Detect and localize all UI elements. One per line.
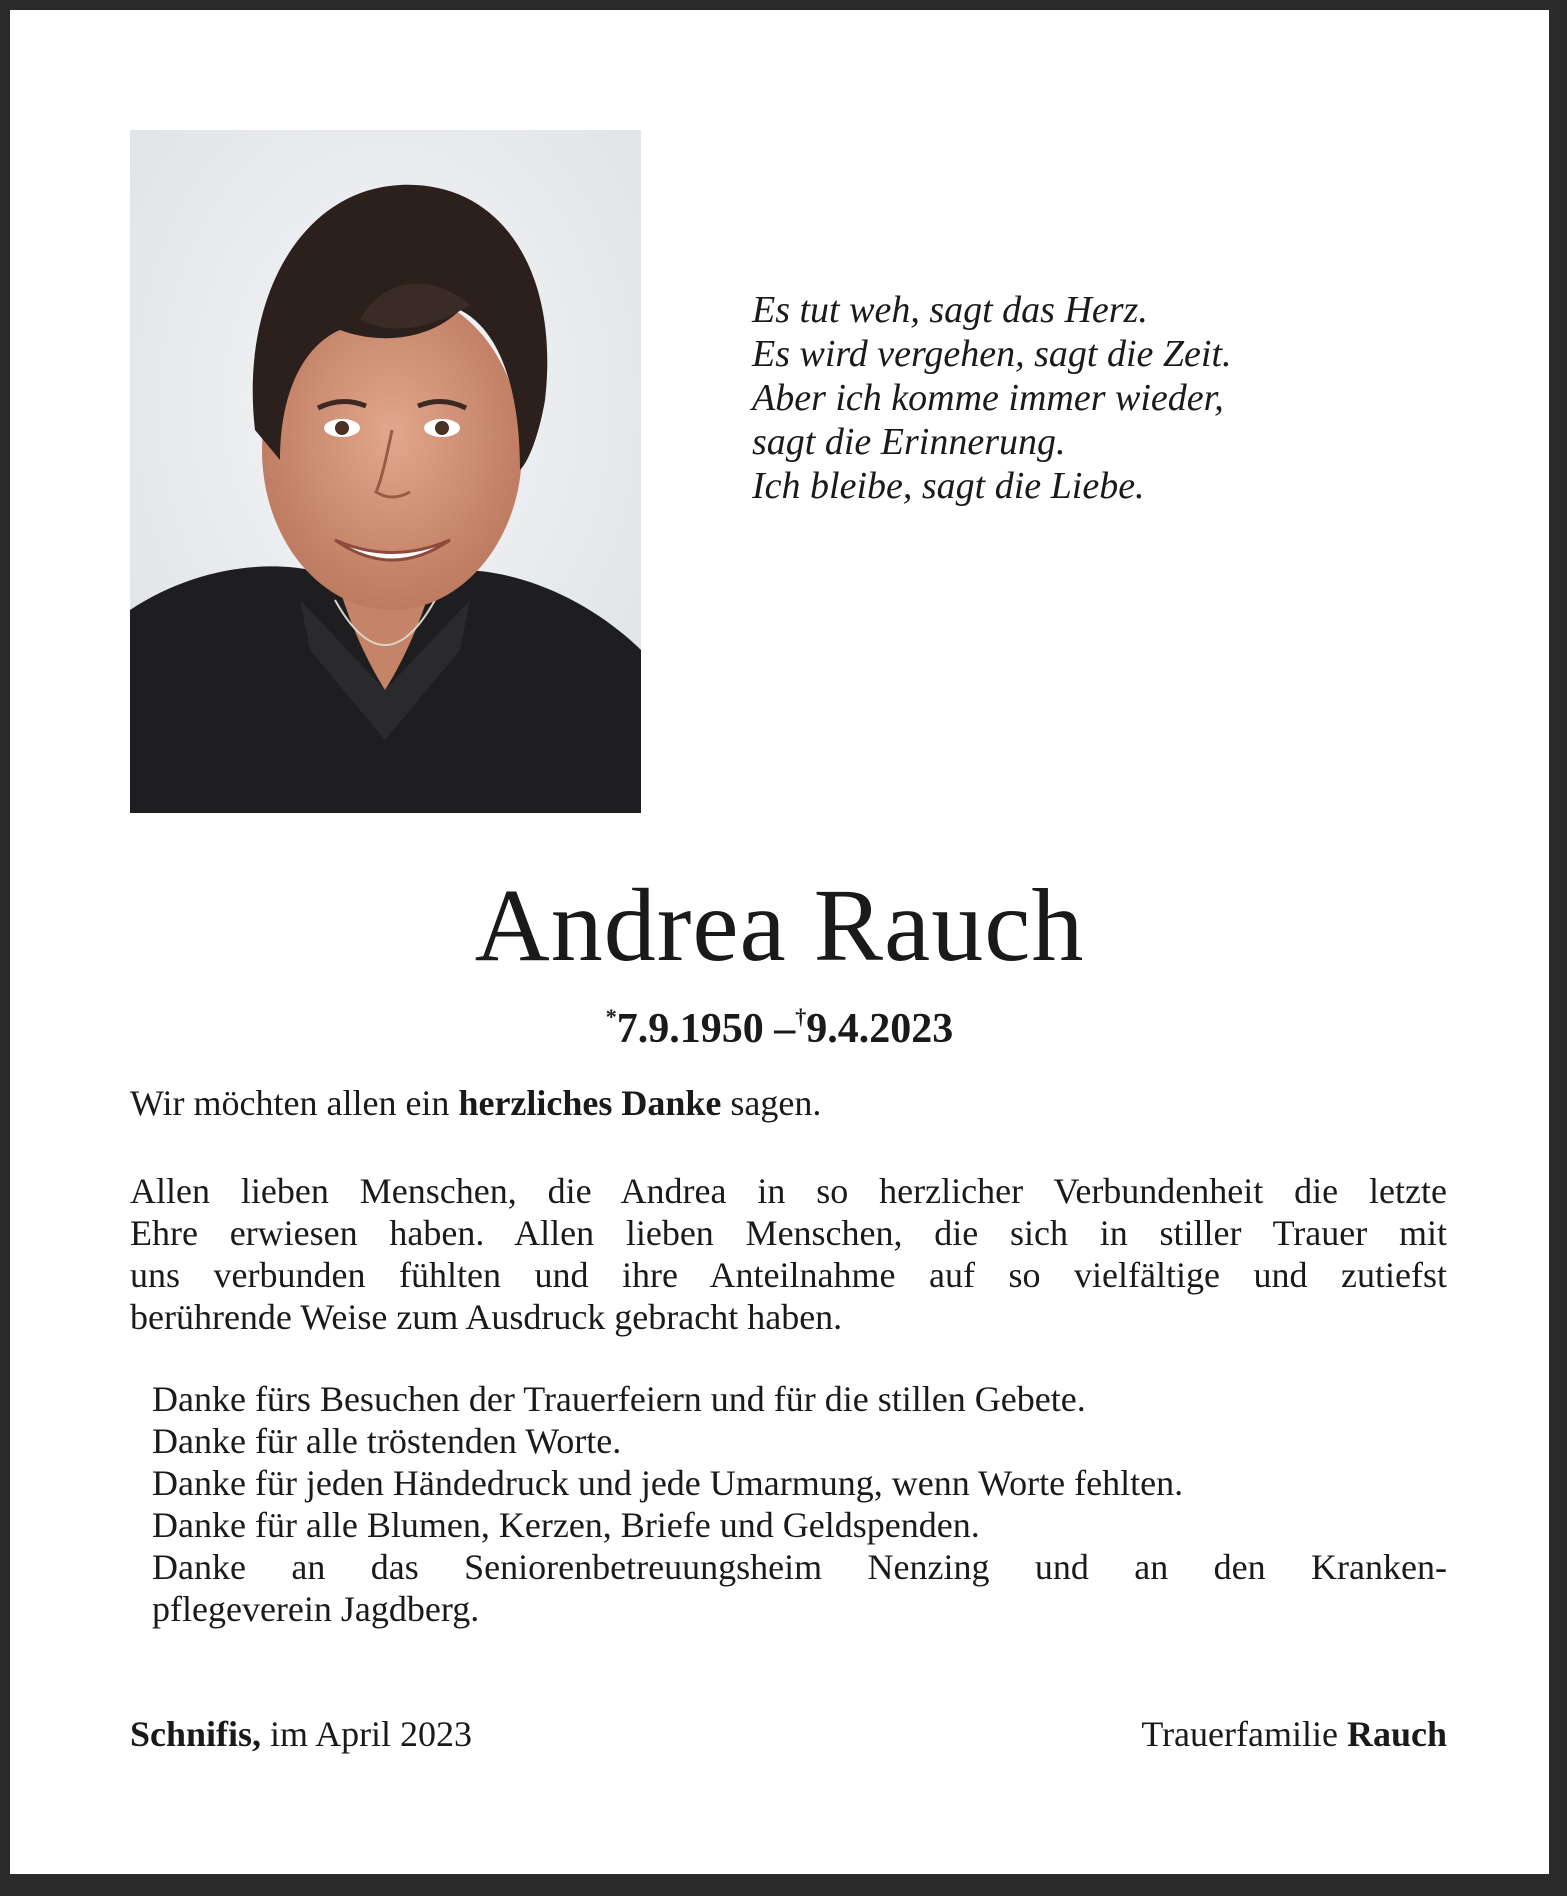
intro-text-after: sagen.	[721, 1083, 822, 1123]
paragraph-line: berührende Weise zum Ausdruck gebracht haben.	[130, 1297, 843, 1337]
place-date	[130, 1713, 472, 1755]
deceased-name: Andrea Rauch	[474, 868, 1085, 983]
date-text: im April 2023	[261, 1714, 473, 1754]
family-prefix: Trauerfamilie	[1141, 1714, 1347, 1754]
paragraph-line: Allen lieben Menschen, die Andrea in so herzlicher Verbundenheit die letzte	[130, 1171, 1447, 1211]
thanks-list	[152, 1378, 1447, 1630]
poem	[752, 288, 1232, 508]
paragraph-line: uns verbunden fühlten und ihre Anteilnahme auf so vielfältige und zutiefst	[130, 1255, 1447, 1295]
place: Schnifis,	[130, 1714, 262, 1754]
life-dates	[10, 992, 1549, 1054]
death-symbol: †	[795, 1004, 807, 1029]
paragraph-line: Ehre erwiesen haben. Allen lieben Menschen, die sich in stiller Trauer mit	[130, 1213, 1447, 1253]
portrait-image	[130, 130, 641, 813]
portrait-photo	[130, 130, 641, 813]
thanks-line: Danke für jeden Händedruck und jede Umarmung, wenn Worte fehlten.	[152, 1463, 1184, 1503]
poem-line: Ich bleibe, sagt die Liebe.	[752, 465, 1145, 507]
thanks-line: Danke für alle tröstenden Worte.	[152, 1421, 622, 1461]
poem-line: Es tut weh, sagt das Herz.	[752, 289, 1148, 331]
intro-text-bold: herzliches Danke	[458, 1083, 722, 1123]
obituary-page	[10, 10, 1549, 1874]
family-name: Rauch	[1346, 1714, 1447, 1754]
thanks-paragraph	[130, 1170, 1447, 1338]
poem-line: Es wird vergehen, sagt die Zeit.	[752, 333, 1232, 375]
thanks-line: Danke fürs Besuchen der Trauerfeiern und für die stillen Gebete.	[152, 1379, 1086, 1419]
thanks-line: Danke für alle Blumen, Kerzen, Briefe und Geldspenden.	[152, 1505, 980, 1545]
intro-line	[130, 1082, 1447, 1124]
date-separator: –	[774, 1006, 796, 1052]
birth-symbol: *	[605, 1004, 617, 1029]
poem-line: sagt die Erinnerung.	[752, 421, 1066, 463]
poem-line: Aber ich komme immer wieder,	[752, 377, 1224, 419]
intro-text-before: Wir möchten allen ein	[130, 1083, 459, 1123]
death-date: 9.4.2023	[806, 1006, 954, 1052]
family-signature	[1141, 1713, 1447, 1755]
birth-date: 7.9.1950	[616, 1006, 764, 1052]
thanks-line: Danke an das Seniorenbetreuungsheim Nenzing und an den Kranken-	[152, 1547, 1447, 1587]
thanks-line: pflegeverein Jagdberg.	[152, 1589, 480, 1629]
